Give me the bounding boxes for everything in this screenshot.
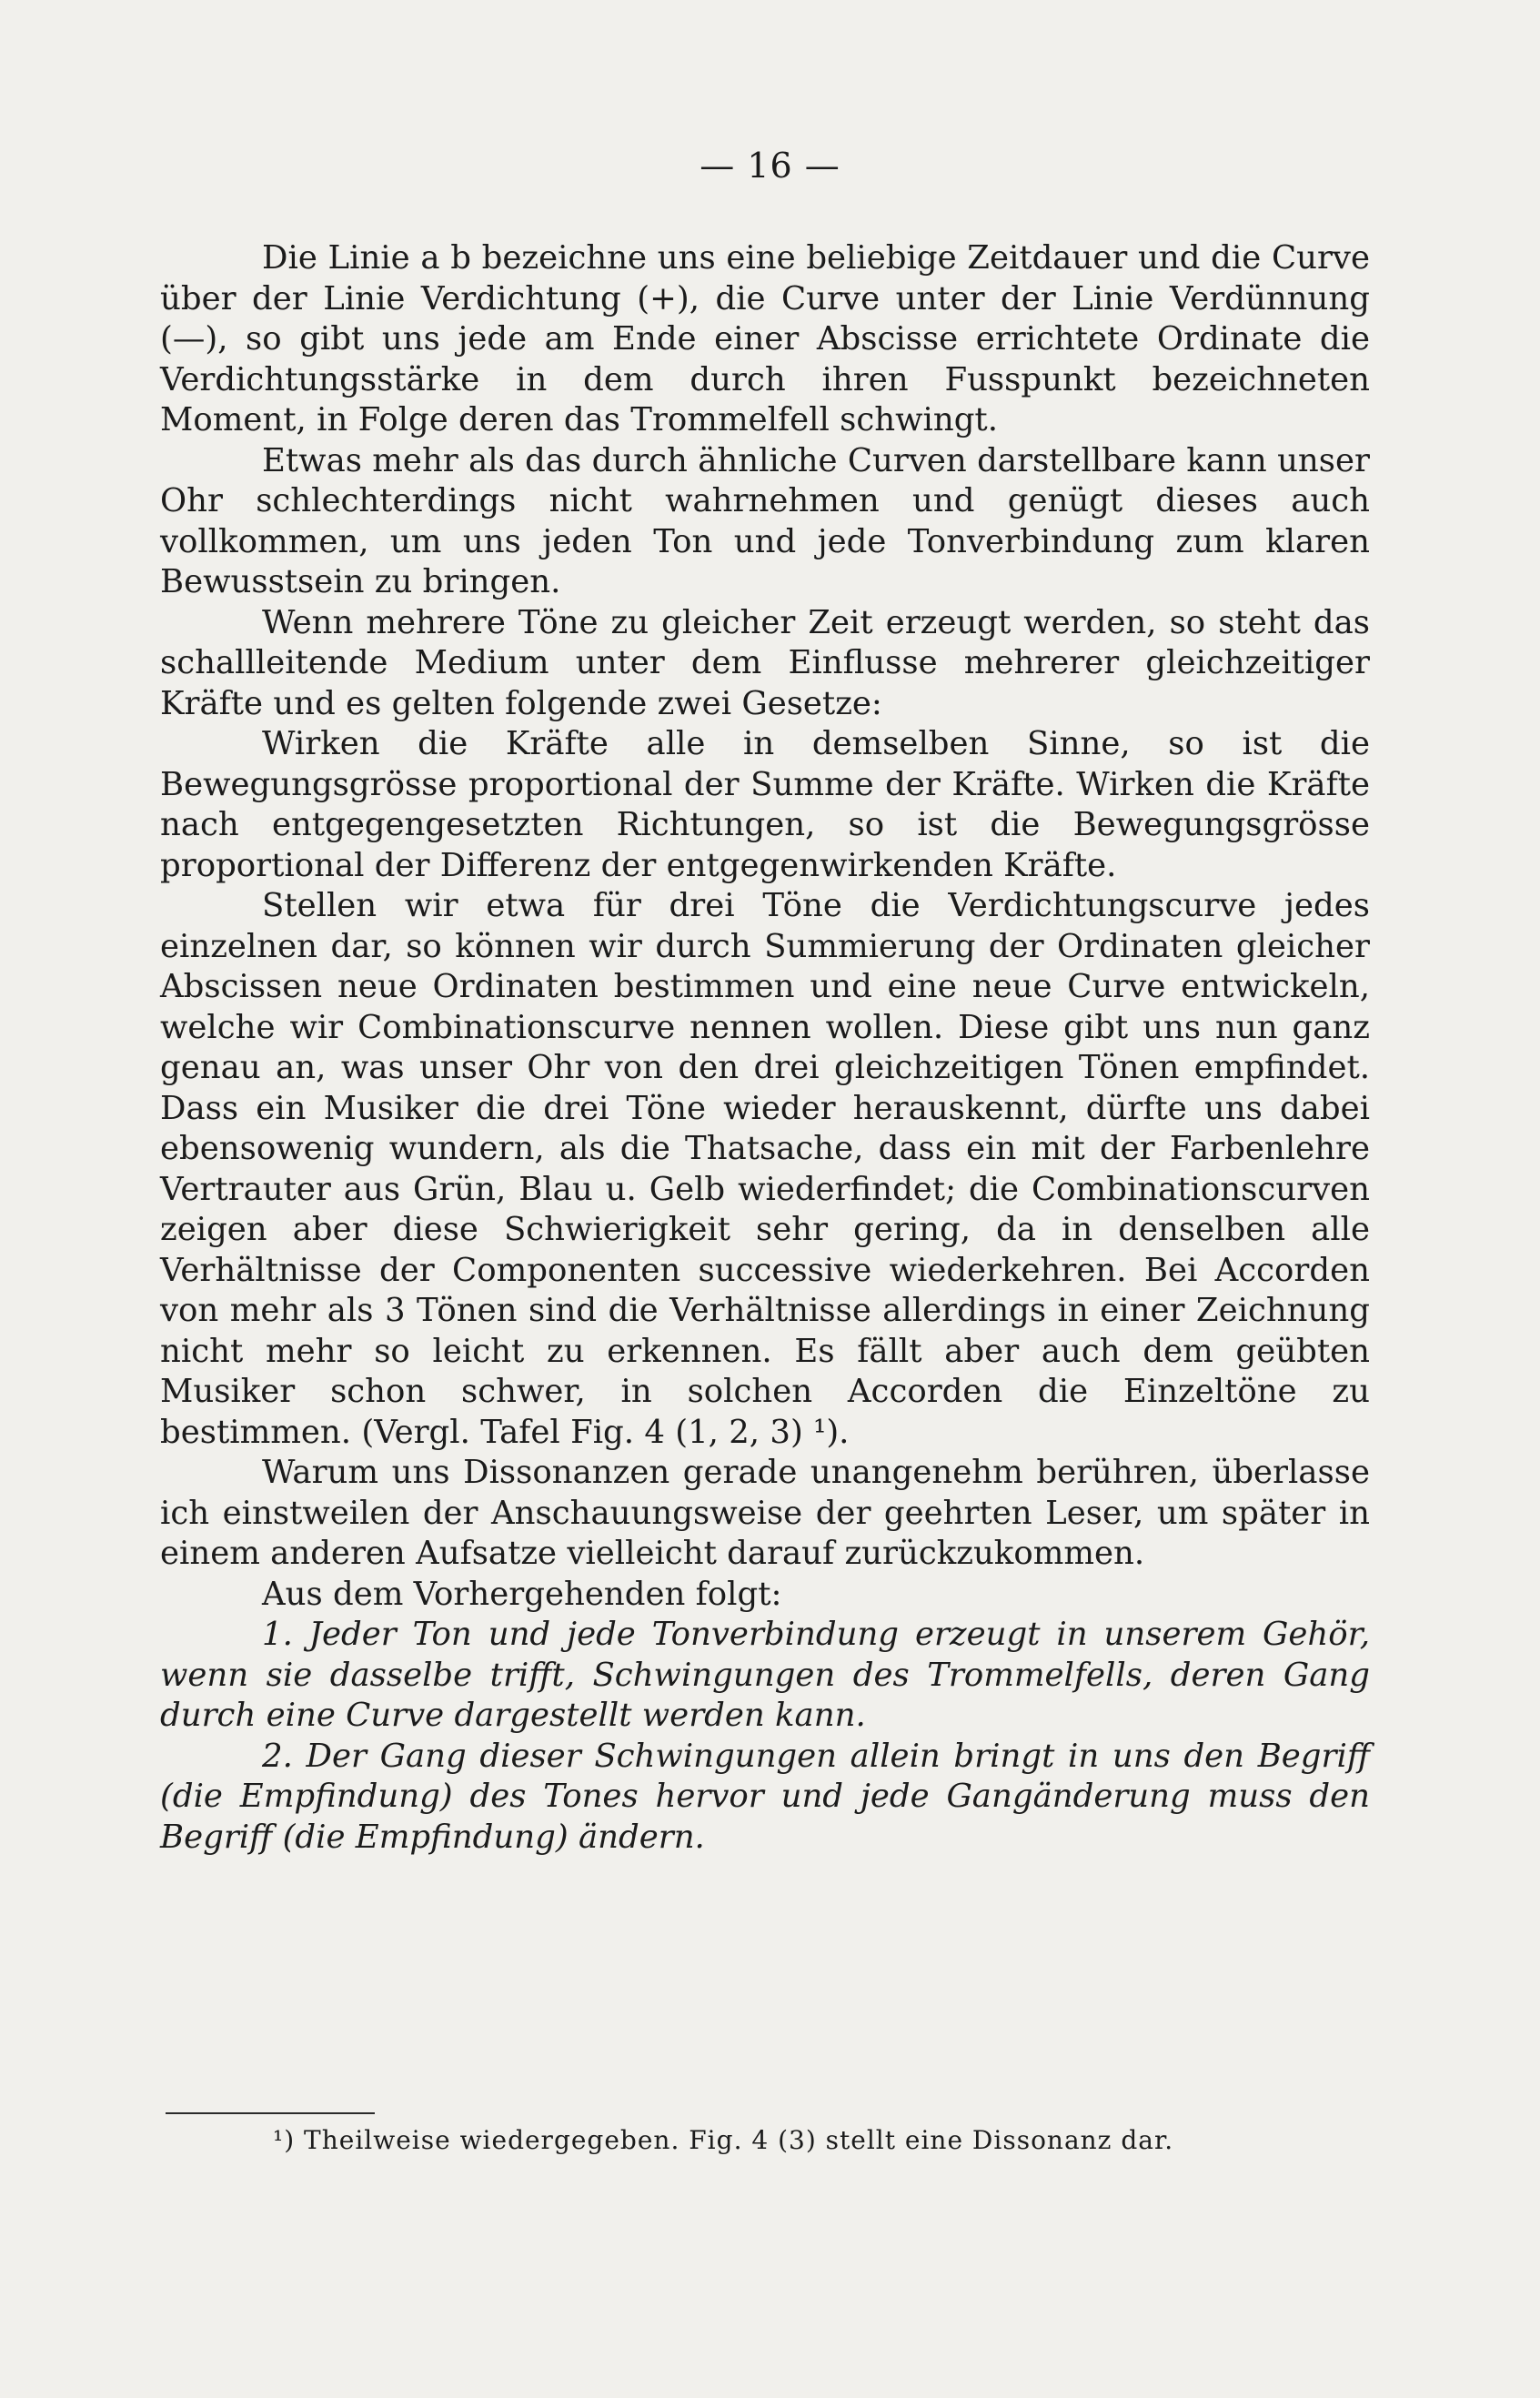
paragraph-dissonance: Warum uns Dissonanzen gerade unangenehm berühren, überlasse ich einstweilen der Anschauungsweise der geehrten Leser, um später in einem anderen Aufsatze vielleicht darauf zurückzukommen. bbox=[160, 1454, 1370, 1572]
footnote-divider bbox=[166, 2112, 375, 2114]
paragraph-combination-curve: Stellen wir etwa für drei Töne die Verdichtungscurve jedes einzelnen dar, so können wir durch Summierung der Ordinaten gleicher Abscissen neue Ordinaten bestimmen und eine neue Curve entwickeln, welche wir Combinationscurve nennen wollen. Diese gibt uns nun ganz genau an, was unser Ohr von den drei gleichzeitigen Tönen empfindet. Dass ein Musiker die drei Töne wieder herauskennt, dürfte uns dabei ebensowenig wundern, als die Thatsache, dass ein mit der Farbenlehre Vertrauter aus Grün, Blau u. Gelb wiederfindet; die Combinationscurven zeigen aber diese Schwierigkeit sehr gering, da in denselben alle Verhältnisse der Componenten successive wiederkehren. Bei Accorden von mehr als 3 Tönen sind die Verhältnisse allerdings in einer Zeichnung nicht mehr so leicht zu erkennen. Es fällt aber auch dem geübten Musiker schon schwer, in solchen Accorden die Einzeltöne zu bestimmen. (Vergl. Tafel Fig. 4 (1, 2, 3) ¹). bbox=[160, 887, 1370, 1451]
page-number: — 16 — bbox=[700, 146, 840, 186]
footnote: ¹) Theilweise wiedergegeben. Fig. 4 (3) stellt eine Dissonanz dar. bbox=[273, 2125, 1174, 2155]
paragraph-laws: Wirken die Kräfte alle in demselben Sinne, so ist die Bewegungsgrösse proportional der Summe der Kräfte. Wirken die Kräfte nach entgegengesetzten Richtungen, so ist die Bewegungsgrösse proportional der Differenz der entgegenwirkenden Kräfte. bbox=[160, 725, 1370, 884]
conclusion-2: 2. Der Gang dieser Schwingungen allein bringt in uns den Begriff (die Empfindung) des Tones hervor und jede Gangänderung muss den Begriff (die Empfindung) ändern. bbox=[160, 1737, 1370, 1856]
paragraph-multiple-tones: Wenn mehrere Töne zu gleicher Zeit erzeugt werden, so steht das schallleitende Medium unter dem Einflusse mehrerer gleichzeitiger Kräfte und es gelten folgende zwei Gesetze: bbox=[160, 603, 1370, 722]
body-text bbox=[160, 238, 1370, 1858]
paragraph-conclusion-intro: Aus dem Vorhergehenden folgt: bbox=[262, 1575, 782, 1613]
paragraph-curve-definition: Die Linie a b bezeichne uns eine beliebige Zeitdauer und die Curve über der Linie Verdichtung (+), die Curve unter der Linie Verdünnung (—), so gibt uns jede am Ende einer Abscisse errichtete Ordinate die Verdichtungsstärke in dem durch ihren Fusspunkt bezeichneten Moment, in Folge deren das Trommelfell schwingt. bbox=[160, 239, 1370, 438]
conclusion-1: 1. Jeder Ton und jede Tonverbindung erzeugt in unserem Gehör, wenn sie dasselbe trifft, Schwingungen des Trommelfells, deren Gang durch eine Curve dargestellt werden kann. bbox=[160, 1616, 1370, 1734]
paragraph-ear-perception: Etwas mehr als das durch ähnliche Curven darstellbare kann unser Ohr schlechterdings nicht wahrnehmen und genügt dieses auch vollkommen, um uns jeden Ton und jede Tonverbindung zum klaren Bewusstsein zu bringen. bbox=[160, 441, 1370, 600]
